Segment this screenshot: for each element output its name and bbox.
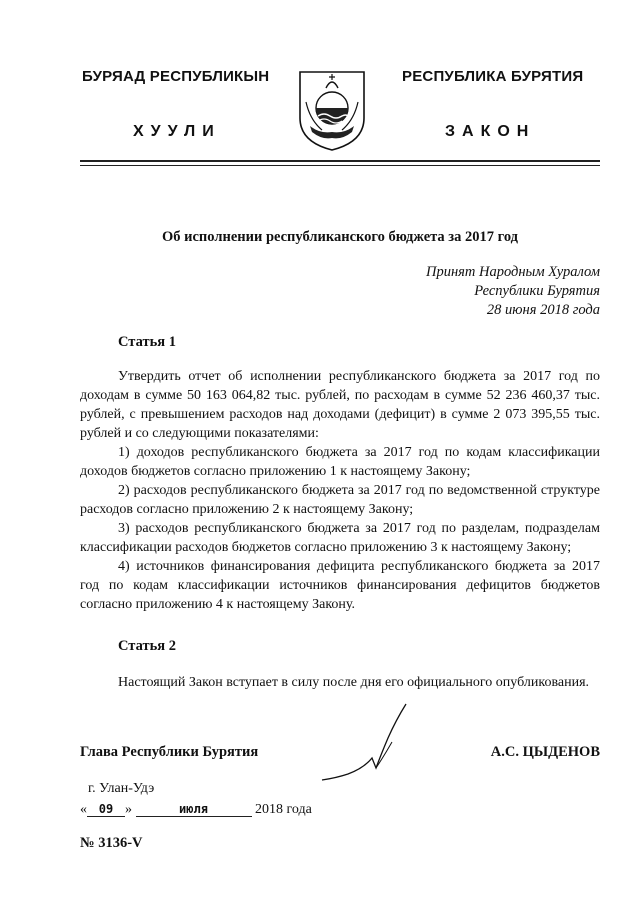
adoption-line-2: Республики Бурятия <box>474 283 600 299</box>
emblem-shield-icon <box>296 68 368 152</box>
article-1-item-2: 2) расходов республиканского бюджета за 2017 год по ведомственной структуре расходов согласно приложению 2 к настоящему Закону; <box>80 483 600 517</box>
header-divider-thick <box>80 160 600 162</box>
date-quote-open: « <box>80 802 87 817</box>
article-2-heading: Статья 2 <box>118 638 176 654</box>
adoption-line-1: Принят Народным Хуралом <box>425 264 600 280</box>
article-1-heading: Статья 1 <box>118 334 176 350</box>
article-2-text: Настоящий Закон вступает в силу после дня его официального опубликования. <box>118 675 590 690</box>
date-quote-close: » <box>125 802 132 817</box>
article-1-intro: Утвердить отчет об исполнении республиканского бюджета за 2017 год по доходам в сумме 50 163 064,82 тыс. рублей, по расходам в сумме 52 236 460,37 тыс. рублей, с превышением расходов над доходами (дефицит) в сумме 2 073 395,55 тыс. рублей и со следующими показателями: <box>80 369 600 441</box>
date-month: июля <box>136 802 252 817</box>
header-left-title: БУРЯАД РЕСПУБЛИКЫН <box>82 68 270 85</box>
adoption-line-3: 28 июня 2018 года <box>486 302 600 318</box>
law-number: № 3136-V <box>80 835 143 851</box>
signing-date <box>80 802 312 818</box>
article-1-body <box>80 367 600 614</box>
signatory-position: Глава Республики Бурятия <box>80 744 259 760</box>
city-label: г. Улан-Удэ <box>88 781 155 796</box>
article-1-item-4: 4) источников финансирования дефицита республиканского бюджета за 2017 год по кодам классификации источников финансирования дефицитов бюджетов согласно приложению 4 к настоящему Закону. <box>80 559 600 612</box>
date-day: 09 <box>87 802 125 817</box>
signature-scribble-icon <box>318 698 438 784</box>
handwritten-signature <box>318 698 438 784</box>
coat-of-arms-emblem <box>296 68 368 152</box>
signatory-name: А.С. ЦЫДЕНОВ <box>490 744 600 760</box>
header-left-subtitle: ХУУЛИ <box>133 123 221 140</box>
header-right-title: РЕСПУБЛИКА БУРЯТИЯ <box>402 68 584 85</box>
article-2-body <box>80 673 600 692</box>
law-title: Об исполнении республиканского бюджета за 2017 год <box>161 229 519 245</box>
article-1-item-1: 1) доходов республиканского бюджета за 2017 год по кодам классификации доходов бюджетов согласно приложению 1 к настоящему Закону; <box>80 445 600 479</box>
article-1-item-3: 3) расходов республиканского бюджета за 2017 год по разделам, подразделам классификации расходов бюджетов согласно приложению 3 к настоящему Закону; <box>80 521 600 555</box>
header-divider-thin <box>80 165 600 166</box>
adoption-note <box>426 263 600 320</box>
date-year: 2018 года <box>255 802 312 817</box>
header-right-subtitle: ЗАКОН <box>445 123 536 140</box>
